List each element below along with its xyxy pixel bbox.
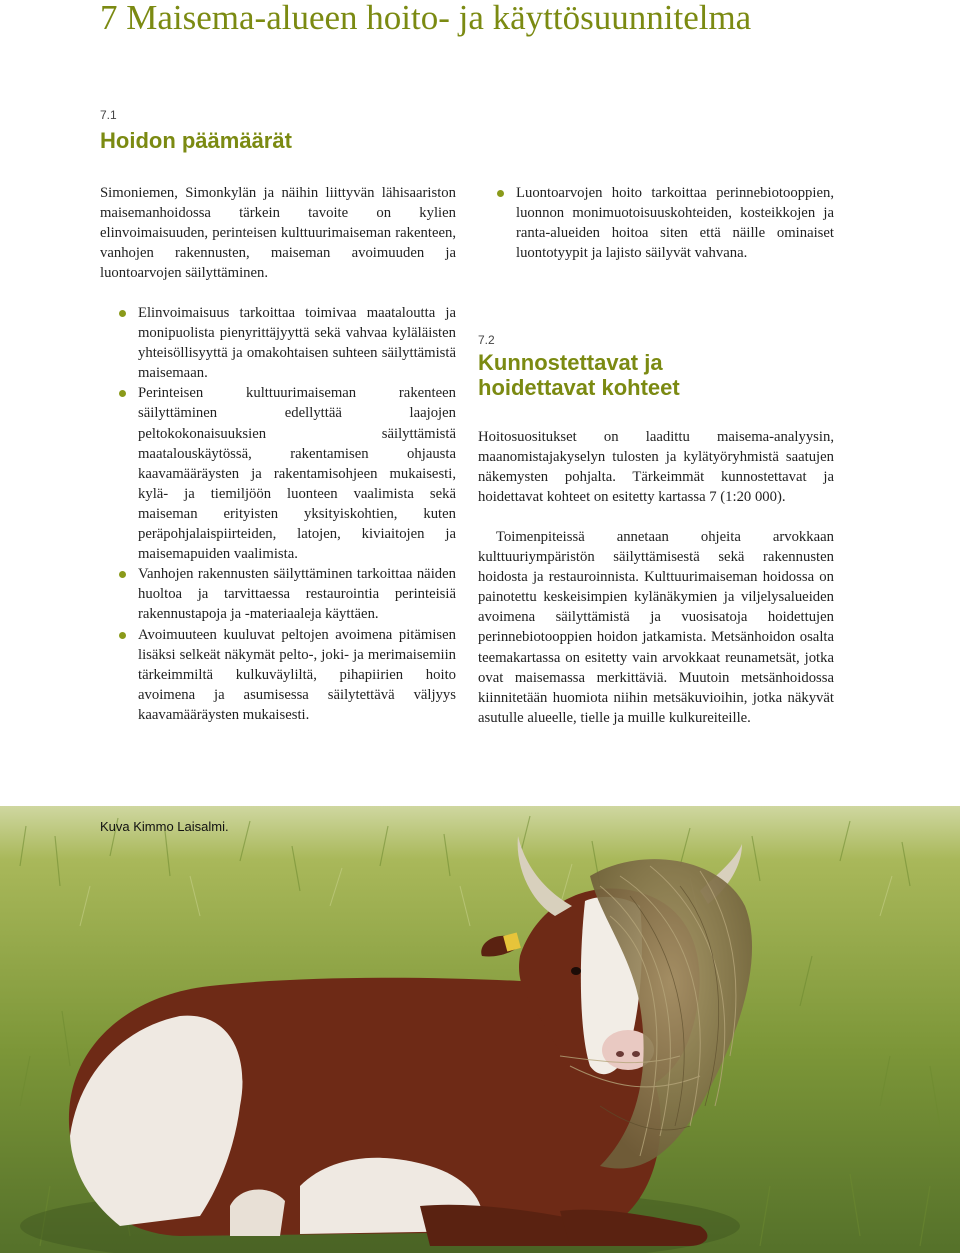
bullet-icon (497, 190, 504, 197)
list-item (118, 625, 456, 725)
bullet-icon (119, 571, 126, 578)
list-item (118, 303, 456, 383)
list-item (118, 383, 456, 564)
chapter-title: 7 Maisema-alueen hoito- ja käyttösuunnitelma (100, 0, 752, 37)
intro-paragraph: Simoniemen, Simonkylän ja näihin liittyvän lähisaariston maisemanhoidossa tärkein tavoite on kylien elinvoimaisuuden, perinteisen kulttuurimaiseman rakenteen, vanhojen rakennusten, maiseman avoimuuden ja luontoarvojen säilyttäminen. (100, 185, 456, 282)
bullet-icon (119, 632, 126, 639)
paragraph: Hoitosuositukset on laadittu maisema-analyysin, maanomistajakyselyn tulosten ja kylätyöryhmistä saatujen näkemysten pohjalta. Tärkeimmät kunnostettavat ja hoidettavat kohteet on esitetty kartassa 7 (1:20 000). (478, 429, 834, 506)
section-number: 7.2 (478, 333, 495, 347)
section-number: 7.1 (100, 108, 117, 122)
bullet-icon (119, 310, 126, 317)
list-item-text: Elinvoimaisuus tarkoittaa toimivaa maataloutta ja monipuolista pienyrittäjyyttä sekä vahvaa kyläläisten yhteisöllisyyttä ja omakohtaisen suhteen säilyttämistä maisemaan. (138, 305, 456, 382)
nature-values-list (496, 183, 834, 263)
cow-photo (0, 806, 960, 1253)
goals-list (118, 303, 456, 725)
section-title-line: hoidettavat kohteet (478, 375, 680, 400)
paragraph: Toimenpiteissä annetaan ohjeita arvokkaan kulttuuriympäristön säilyttämisestä sekä rakennusten hoidosta ja restauroinnista. Kulttuurimaiseman hoidossa on painotettu keskeisimpien kylänäkymien ja viljelysalueiden avoimena säilyttämistä ja vuosisatoja hoidettujen perinnebiotooppien hoidon jatkamista. Metsänhoidon osalta teemakartassa on esitetty vain arvokkaat reunametsät, jotka ovat maisemassa merkittäviä. Muutoin metsänhoidossa kiinnitetään huomiota niihin metsäkuvioihin, jotka näkyvät asutulle alueelle, tielle ja muille kulkureiteille. (478, 529, 834, 726)
list-item-text: Avoimuuteen kuuluvat peltojen avoimena pitämisen lisäksi selkeät näkymät pelto-, joki- ja merimaisemiin tärkeimmiltä kulkuväyliltä, pihapiirien hoito avoimena ja asumisessa säilytettävä väljyys kaavamääräysten mukaisesti. (138, 626, 456, 723)
list-item (118, 564, 456, 624)
section-title-line: Kunnostettavat ja (478, 350, 663, 375)
list-item-text: Vanhojen rakennusten säilyttäminen tarkoittaa näiden huoltoa ja tarvittaessa restaurointia perinteisiä rakennustapoja ja -materiaaleja käyttäen. (138, 566, 456, 623)
list-item-text: Perinteisen kulttuurimaiseman rakenteen säilyttäminen edellyttää laajojen peltokokonaisuuksien säilyttämistä maatalouskäytössä, rakentamisen ohjausta kaavamääräysten ja rakentamisohjeen mukaisesti, kylä- ja tiemiljöön luonteen vaalimista sekä maiseman erityisten yksityiskohtien, kuten peräpohjalaispiirteiden, latojen, kiviaitojen ja maisemapuiden vaalimista. (138, 385, 456, 563)
bullet-icon (119, 390, 126, 397)
section-title: Hoidon päämäärät (100, 128, 292, 153)
list-item (496, 183, 834, 263)
list-item-text: Luontoarvojen hoito tarkoittaa perinnebiotooppien, luonnon monimuotoisuuskohteiden, kosteikkojen ja ranta-alueiden hoitoa siten että näille ominaiset luontotyypit ja lajisto säilyvät vahvana. (516, 185, 834, 262)
section-title (478, 350, 838, 400)
photo-credit: Kuva Kimmo Laisalmi. (100, 819, 229, 834)
